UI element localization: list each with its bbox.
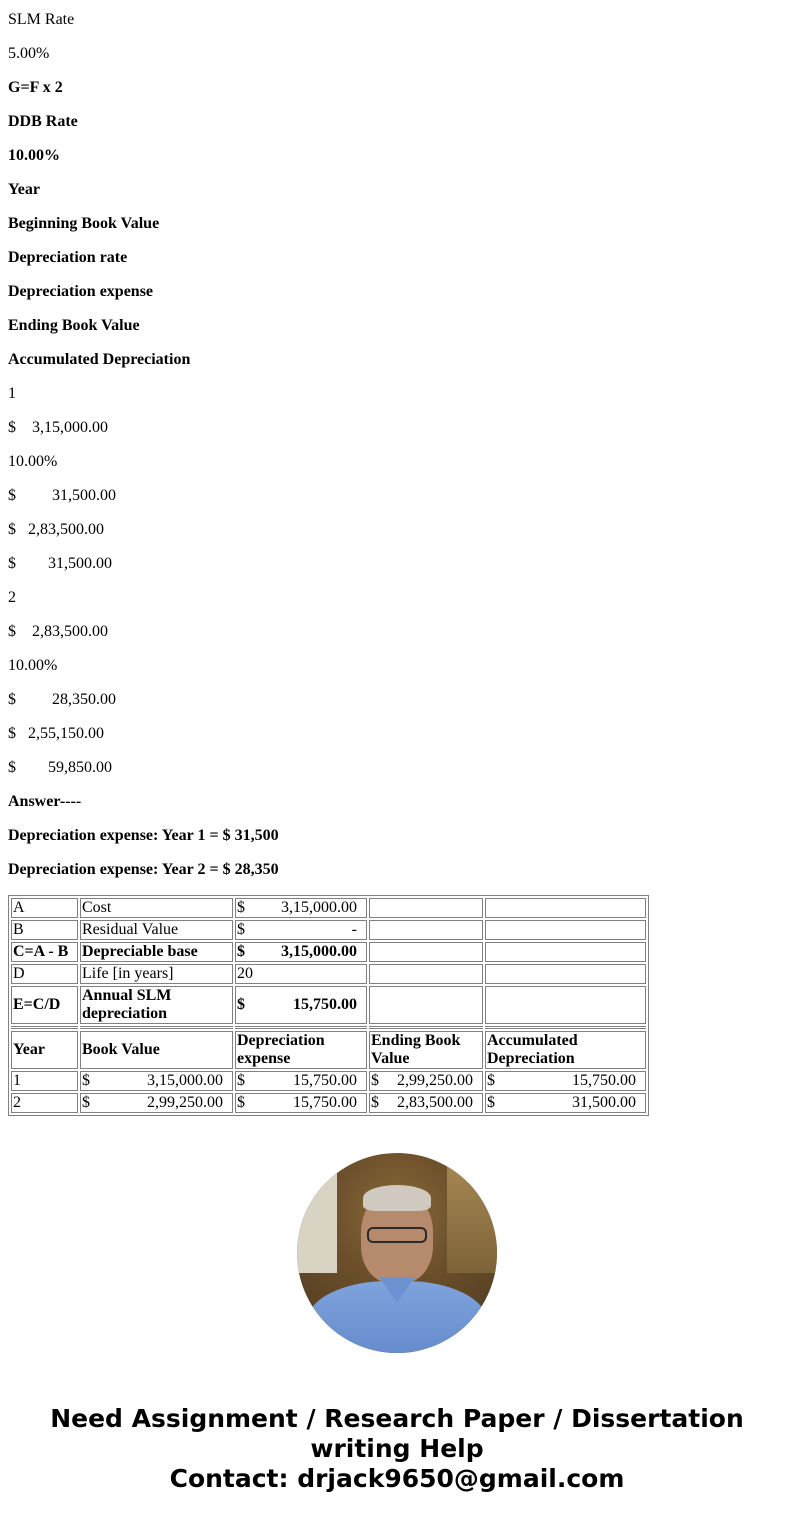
amount: 15,750.00 (572, 1072, 636, 1089)
amount: 2,99,250.00 (147, 1094, 223, 1111)
answer-year-1: Depreciation expense: Year 1 = $ 31,500 (8, 827, 279, 844)
answer-year-2: Depreciation expense: Year 2 = $ 28,350 (8, 861, 279, 878)
header-depreciation-expense: Depreciation expense (8, 283, 154, 300)
col-accumulated-depreciation: Accumulated Depreciation (485, 1031, 646, 1069)
ddb-ending-value: $ 2,55,150.00 (8, 725, 104, 742)
param-code: B (11, 920, 78, 940)
param-row (11, 942, 646, 962)
amount: 2,83,500.00 (397, 1094, 473, 1111)
ddb-expense: $ 28,350.00 (8, 691, 116, 708)
amount: 31,500.00 (572, 1094, 636, 1111)
currency-symbol: $ (371, 1094, 379, 1111)
empty-cell (485, 986, 646, 1024)
author-avatar (297, 1153, 497, 1353)
slm-depreciation-table (8, 895, 649, 1116)
calculation-text (8, 10, 279, 894)
amount: 3,15,000.00 (281, 943, 357, 960)
ddb-rate-label: DDB Rate (8, 113, 78, 130)
currency-symbol: $ (487, 1072, 495, 1089)
row-ending-book-value (369, 1071, 483, 1091)
amount: - (351, 921, 357, 938)
slm-rate-label: SLM Rate (8, 11, 75, 28)
ddb-year: 1 (8, 385, 16, 402)
param-row (11, 920, 646, 940)
row-ending-book-value (369, 1093, 483, 1113)
amount: 15,750.00 (293, 996, 357, 1013)
param-code: A (11, 898, 78, 918)
param-code: C=A - B (11, 942, 78, 962)
header-accumulated-depreciation: Accumulated Depreciation (8, 351, 191, 368)
ddb-accumulated: $ 59,850.00 (8, 759, 112, 776)
ddb-expense: $ 31,500.00 (8, 487, 116, 504)
empty-cell (485, 964, 646, 984)
table-separator (11, 1026, 646, 1029)
currency-symbol: $ (237, 996, 245, 1013)
row-year: 1 (11, 1071, 78, 1091)
amount: 2,99,250.00 (397, 1072, 473, 1089)
param-row (11, 964, 646, 984)
ddb-rate-value: 10.00% (8, 147, 60, 164)
promo-line-2: writing Help (310, 1434, 484, 1463)
param-label: Depreciable base (80, 942, 233, 962)
row-year: 2 (11, 1093, 78, 1113)
param-code: E=C/D (11, 986, 78, 1024)
currency-symbol: $ (82, 1094, 90, 1111)
empty-cell (369, 898, 483, 918)
empty-cell (369, 964, 483, 984)
ddb-rate: 10.00% (8, 657, 58, 674)
col-year: Year (11, 1031, 78, 1069)
currency-symbol: $ (487, 1094, 495, 1111)
param-label: Annual SLM depreciation (80, 986, 233, 1024)
slm-rate-value: 5.00% (8, 45, 50, 62)
param-row (11, 986, 646, 1024)
header-beginning-book-value: Beginning Book Value (8, 215, 160, 232)
param-label: Life [in years] (80, 964, 233, 984)
answer-heading: Answer---- (8, 793, 82, 810)
param-code: D (11, 964, 78, 984)
empty-cell (369, 986, 483, 1024)
currency-symbol: $ (237, 1072, 245, 1089)
param-row (11, 898, 646, 918)
amount: 15,750.00 (293, 1072, 357, 1089)
param-value (235, 942, 367, 962)
param-value (235, 898, 367, 918)
table-row (11, 1071, 646, 1091)
param-label: Cost (80, 898, 233, 918)
col-ending-book-value: Ending Book Value (369, 1031, 483, 1069)
param-label: Residual Value (80, 920, 233, 940)
row-book-value (80, 1093, 233, 1113)
col-book-value: Book Value (80, 1031, 233, 1069)
empty-cell (485, 920, 646, 940)
promo-line-1: Need Assignment / Research Paper / Dissertation (50, 1404, 744, 1433)
currency-symbol: $ (237, 921, 245, 938)
currency-symbol: $ (237, 943, 245, 960)
param-value (235, 920, 367, 940)
param-value: 20 (235, 964, 367, 984)
empty-cell (485, 898, 646, 918)
ddb-year: 2 (8, 589, 16, 606)
empty-cell (369, 942, 483, 962)
currency-symbol: $ (371, 1072, 379, 1089)
row-accumulated-depreciation (485, 1093, 646, 1113)
row-depreciation-expense (235, 1071, 367, 1091)
table-row (11, 1093, 646, 1113)
ddb-rate: 10.00% (8, 453, 58, 470)
ddb-ending-value: $ 2,83,500.00 (8, 521, 104, 538)
amount: 15,750.00 (293, 1094, 357, 1111)
table-header-row (11, 1031, 646, 1069)
col-depreciation-expense: Depreciation expense (235, 1031, 367, 1069)
amount: 3,15,000.00 (281, 899, 357, 916)
header-ending-book-value: Ending Book Value (8, 317, 140, 334)
currency-symbol: $ (82, 1072, 90, 1089)
empty-cell (369, 920, 483, 940)
param-value (235, 986, 367, 1024)
empty-cell (485, 942, 646, 962)
row-accumulated-depreciation (485, 1071, 646, 1091)
ddb-accumulated: $ 31,500.00 (8, 555, 112, 572)
row-book-value (80, 1071, 233, 1091)
currency-symbol: $ (237, 899, 245, 916)
ddb-formula: G=F x 2 (8, 79, 63, 96)
currency-symbol: $ (237, 1094, 245, 1111)
header-depreciation-rate: Depreciation rate (8, 249, 128, 266)
ddb-beginning-value: $ 2,83,500.00 (8, 623, 108, 640)
header-year: Year (8, 181, 40, 198)
ddb-beginning-value: $ 3,15,000.00 (8, 419, 108, 436)
amount: 3,15,000.00 (147, 1072, 223, 1089)
promo-contact: Contact: drjack9650@gmail.com (169, 1464, 625, 1493)
promo-banner (0, 1404, 794, 1494)
row-depreciation-expense (235, 1093, 367, 1113)
